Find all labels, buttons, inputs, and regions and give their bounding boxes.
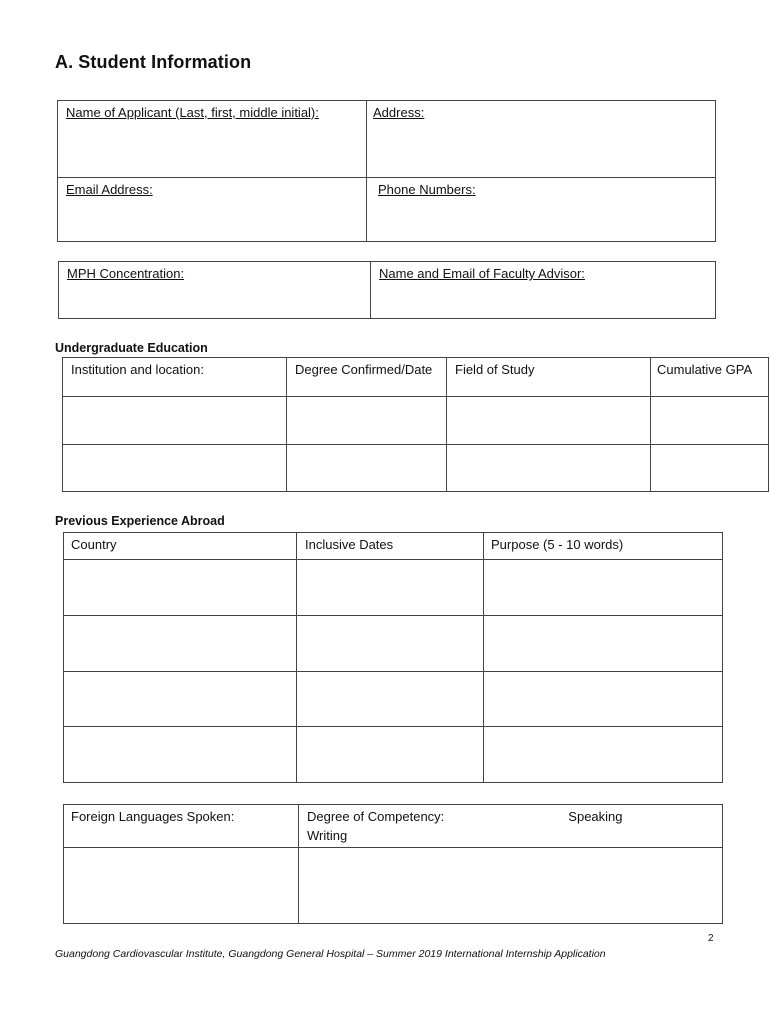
undergrad-header-institution: Institution and location: [63, 358, 287, 397]
email-cell[interactable] [58, 178, 367, 242]
address-cell[interactable] [367, 101, 716, 178]
applicant-info-table [57, 100, 716, 242]
experience-country-field[interactable] [64, 616, 297, 672]
languages-header-row [64, 805, 723, 848]
experience-country-field[interactable] [64, 672, 297, 727]
table-row [64, 616, 723, 672]
undergrad-header-gpa: Cumulative GPA [651, 358, 769, 397]
advisor-label: Name and Email of Faculty Advisor: [379, 266, 585, 281]
undergrad-gpa-field[interactable] [651, 445, 769, 492]
experience-heading: Previous Experience Abroad [55, 514, 225, 528]
languages-table [63, 804, 723, 924]
undergrad-institution-field[interactable] [63, 397, 287, 445]
experience-dates-field[interactable] [297, 727, 484, 783]
competency-header-cell [299, 805, 723, 848]
experience-header-country: Country [64, 533, 297, 560]
undergrad-institution-field[interactable] [63, 445, 287, 492]
undergrad-header-field: Field of Study [447, 358, 651, 397]
table-row [64, 727, 723, 783]
undergrad-degree-field[interactable] [287, 445, 447, 492]
competency-field[interactable] [299, 848, 723, 924]
table-row [64, 560, 723, 616]
experience-dates-field[interactable] [297, 560, 484, 616]
page-number: 2 [708, 933, 714, 944]
undergrad-study-field[interactable] [447, 445, 651, 492]
languages-field[interactable] [64, 848, 299, 924]
experience-dates-field[interactable] [297, 672, 484, 727]
languages-header-cell [64, 805, 299, 848]
table-row [64, 672, 723, 727]
advisor-cell[interactable] [371, 262, 716, 319]
concentration-table [58, 261, 716, 319]
competency-label: Degree of Competency: [307, 809, 445, 824]
concentration-label: MPH Concentration: [67, 266, 185, 281]
page-footer: Guangdong Cardiovascular Institute, Guangdong General Hospital – Summer 2019 International Internship Application [55, 948, 606, 960]
undergrad-heading: Undergraduate Education [55, 341, 208, 355]
undergrad-gpa-field[interactable] [651, 397, 769, 445]
experience-purpose-field[interactable] [484, 616, 723, 672]
concentration-cell[interactable] [59, 262, 371, 319]
experience-country-field[interactable] [64, 727, 297, 783]
experience-header-dates: Inclusive Dates [297, 533, 484, 560]
experience-purpose-field[interactable] [484, 560, 723, 616]
table-row [63, 397, 769, 445]
phone-label: Phone Numbers: [378, 182, 476, 197]
experience-country-field[interactable] [64, 560, 297, 616]
address-label: Address: [373, 105, 425, 120]
experience-purpose-field[interactable] [484, 727, 723, 783]
experience-dates-field[interactable] [297, 616, 484, 672]
applicant-name-label: Name of Applicant (Last, first, middle initial): [66, 105, 319, 120]
applicant-name-cell[interactable] [58, 101, 367, 178]
experience-table [63, 532, 723, 783]
table-row [63, 445, 769, 492]
phone-cell[interactable] [367, 178, 716, 242]
undergrad-header-degree: Degree Confirmed/Date [287, 358, 447, 397]
undergrad-table [62, 357, 769, 492]
languages-label: Foreign Languages Spoken: [71, 809, 235, 824]
undergrad-degree-field[interactable] [287, 397, 447, 445]
table-row [64, 848, 723, 924]
experience-header-purpose: Purpose (5 - 10 words) [484, 533, 723, 560]
writing-label: Writing [307, 828, 348, 843]
undergrad-study-field[interactable] [447, 397, 651, 445]
speaking-label: Speaking [568, 809, 623, 824]
email-label: Email Address: [66, 182, 153, 197]
undergrad-header-row [63, 358, 769, 397]
experience-purpose-field[interactable] [484, 672, 723, 727]
experience-header-row [64, 533, 723, 560]
section-title: A. Student Information [55, 52, 252, 72]
